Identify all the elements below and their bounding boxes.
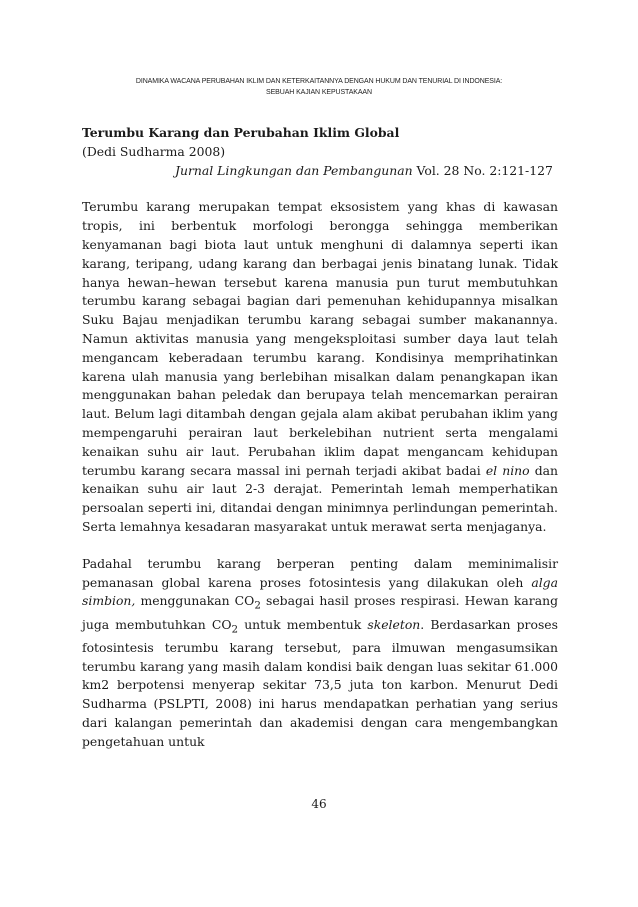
running-header — [82, 76, 556, 98]
body-paragraph-2 — [82, 555, 558, 752]
running-header-line-1: DINAMIKA WACANA PERUBAHAN IKLIM DAN KETERKAITANNYA DENGAN HUKUM DAN TENURIAL DI INDONESIA: — [135, 78, 503, 85]
page-content — [82, 124, 558, 752]
citation-volume: Vol. 28 No. 2:121-127 — [412, 162, 553, 178]
paragraph-2-text-d: untuk membentuk — [238, 616, 368, 632]
page-number: 46 — [311, 797, 327, 811]
running-header-line-2: SEBUAH KAJIAN KEPUSTAKAAN — [266, 89, 372, 96]
journal-name: Jurnal Lingkungan dan Pembangunan — [175, 162, 413, 178]
paragraph-1-text-a: Terumbu karang merupakan tempat eksosistem yang khas di kawasan tropis, ini berbentuk morfologi berongga sehingga memberikan kenyamanan bagi biota laut untuk menghuni di dalamnya seperti ikan karang, teripang, udang karang dan berbagai jenis binatang lunak. Tidak hanya hewan–hewan tersebut karena manusia pun turut membutuhkan terumbu karang sebagai bagian dari pemenuhan kehidupannya misalkan Suku Bajau menjadikan terumbu karang sebagai sumber makanannya. Namun aktivitas manusia yang mengeksploitasi sumber daya laut telah mengancam keberadaan terumbu karang. Kondisinya memprihatinkan karena ulah manusia yang berlebihan misalkan dalam penangkapan ikan menggunakan bahan peledak dan berupaya telah mencemarkan perairan laut. Belum lagi ditambah dengan gejala alam akibat perubahan iklim yang mempengaruhi perairan laut berkelebihan nutrient serta mengalami kenaikan suhu air laut. Perubahan iklim dapat mengancam kehidupan terumbu karang secara massal ini pernah terjadi akibat badai — [82, 199, 558, 478]
paragraph-2-italic-alga: alga simbion, — [82, 574, 558, 609]
article-citation — [175, 162, 558, 181]
article-author: (Dedi Sudharma 2008) — [82, 143, 226, 159]
paragraph-2-text-c: sebagai hasil proses respirasi. Hewan karang juga membutuhkan CO — [82, 593, 558, 632]
paragraph-2-subscript-c: 2 — [231, 623, 239, 636]
paragraph-2-subscript-b: 2 — [254, 599, 261, 612]
paragraph-2-italic-skeleton: skeleton — [367, 616, 421, 632]
paragraph-2-text-e: . Berdasarkan proses fotosintesis terumbu karang tersebut, para ilmuwan mengasumsikan terumbu karang yang masih dalam kondisi baik dengan luas sekitar 61.000 km2 berpotensi menyerap sekitar 73,5 juta ton karbon. Menurut Dedi Sudharma (PSLPTI, 2008) ini harus mendapatkan perhatian yang serius dari kalangan pemerintah dan akademisi dengan cara mengembangkan pengetahuan untuk — [82, 616, 558, 749]
paragraph-1-text-b: dan kenaikan suhu air laut 2-3 derajat. Pemerintah lemah memperhatikan persoalan seperti ini, ditandai dengan minimnya perlindungan pemerintah. Serta lemahnya kesadaran masyarakat untuk merawat serta menjaganya. — [82, 462, 558, 534]
paragraph-1-italic-term: el nino — [485, 462, 530, 478]
body-paragraph-1 — [82, 198, 558, 536]
article-title: Terumbu Karang dan Perubahan Iklim Global — [82, 125, 400, 140]
paragraph-2-text-a: Padahal terumbu karang berperan penting dalam meminimalisir pemanasan global karena proses fotosintesis yang dilakukan oleh — [82, 555, 558, 590]
paragraph-2-text-b: menggunakan CO — [135, 593, 255, 609]
